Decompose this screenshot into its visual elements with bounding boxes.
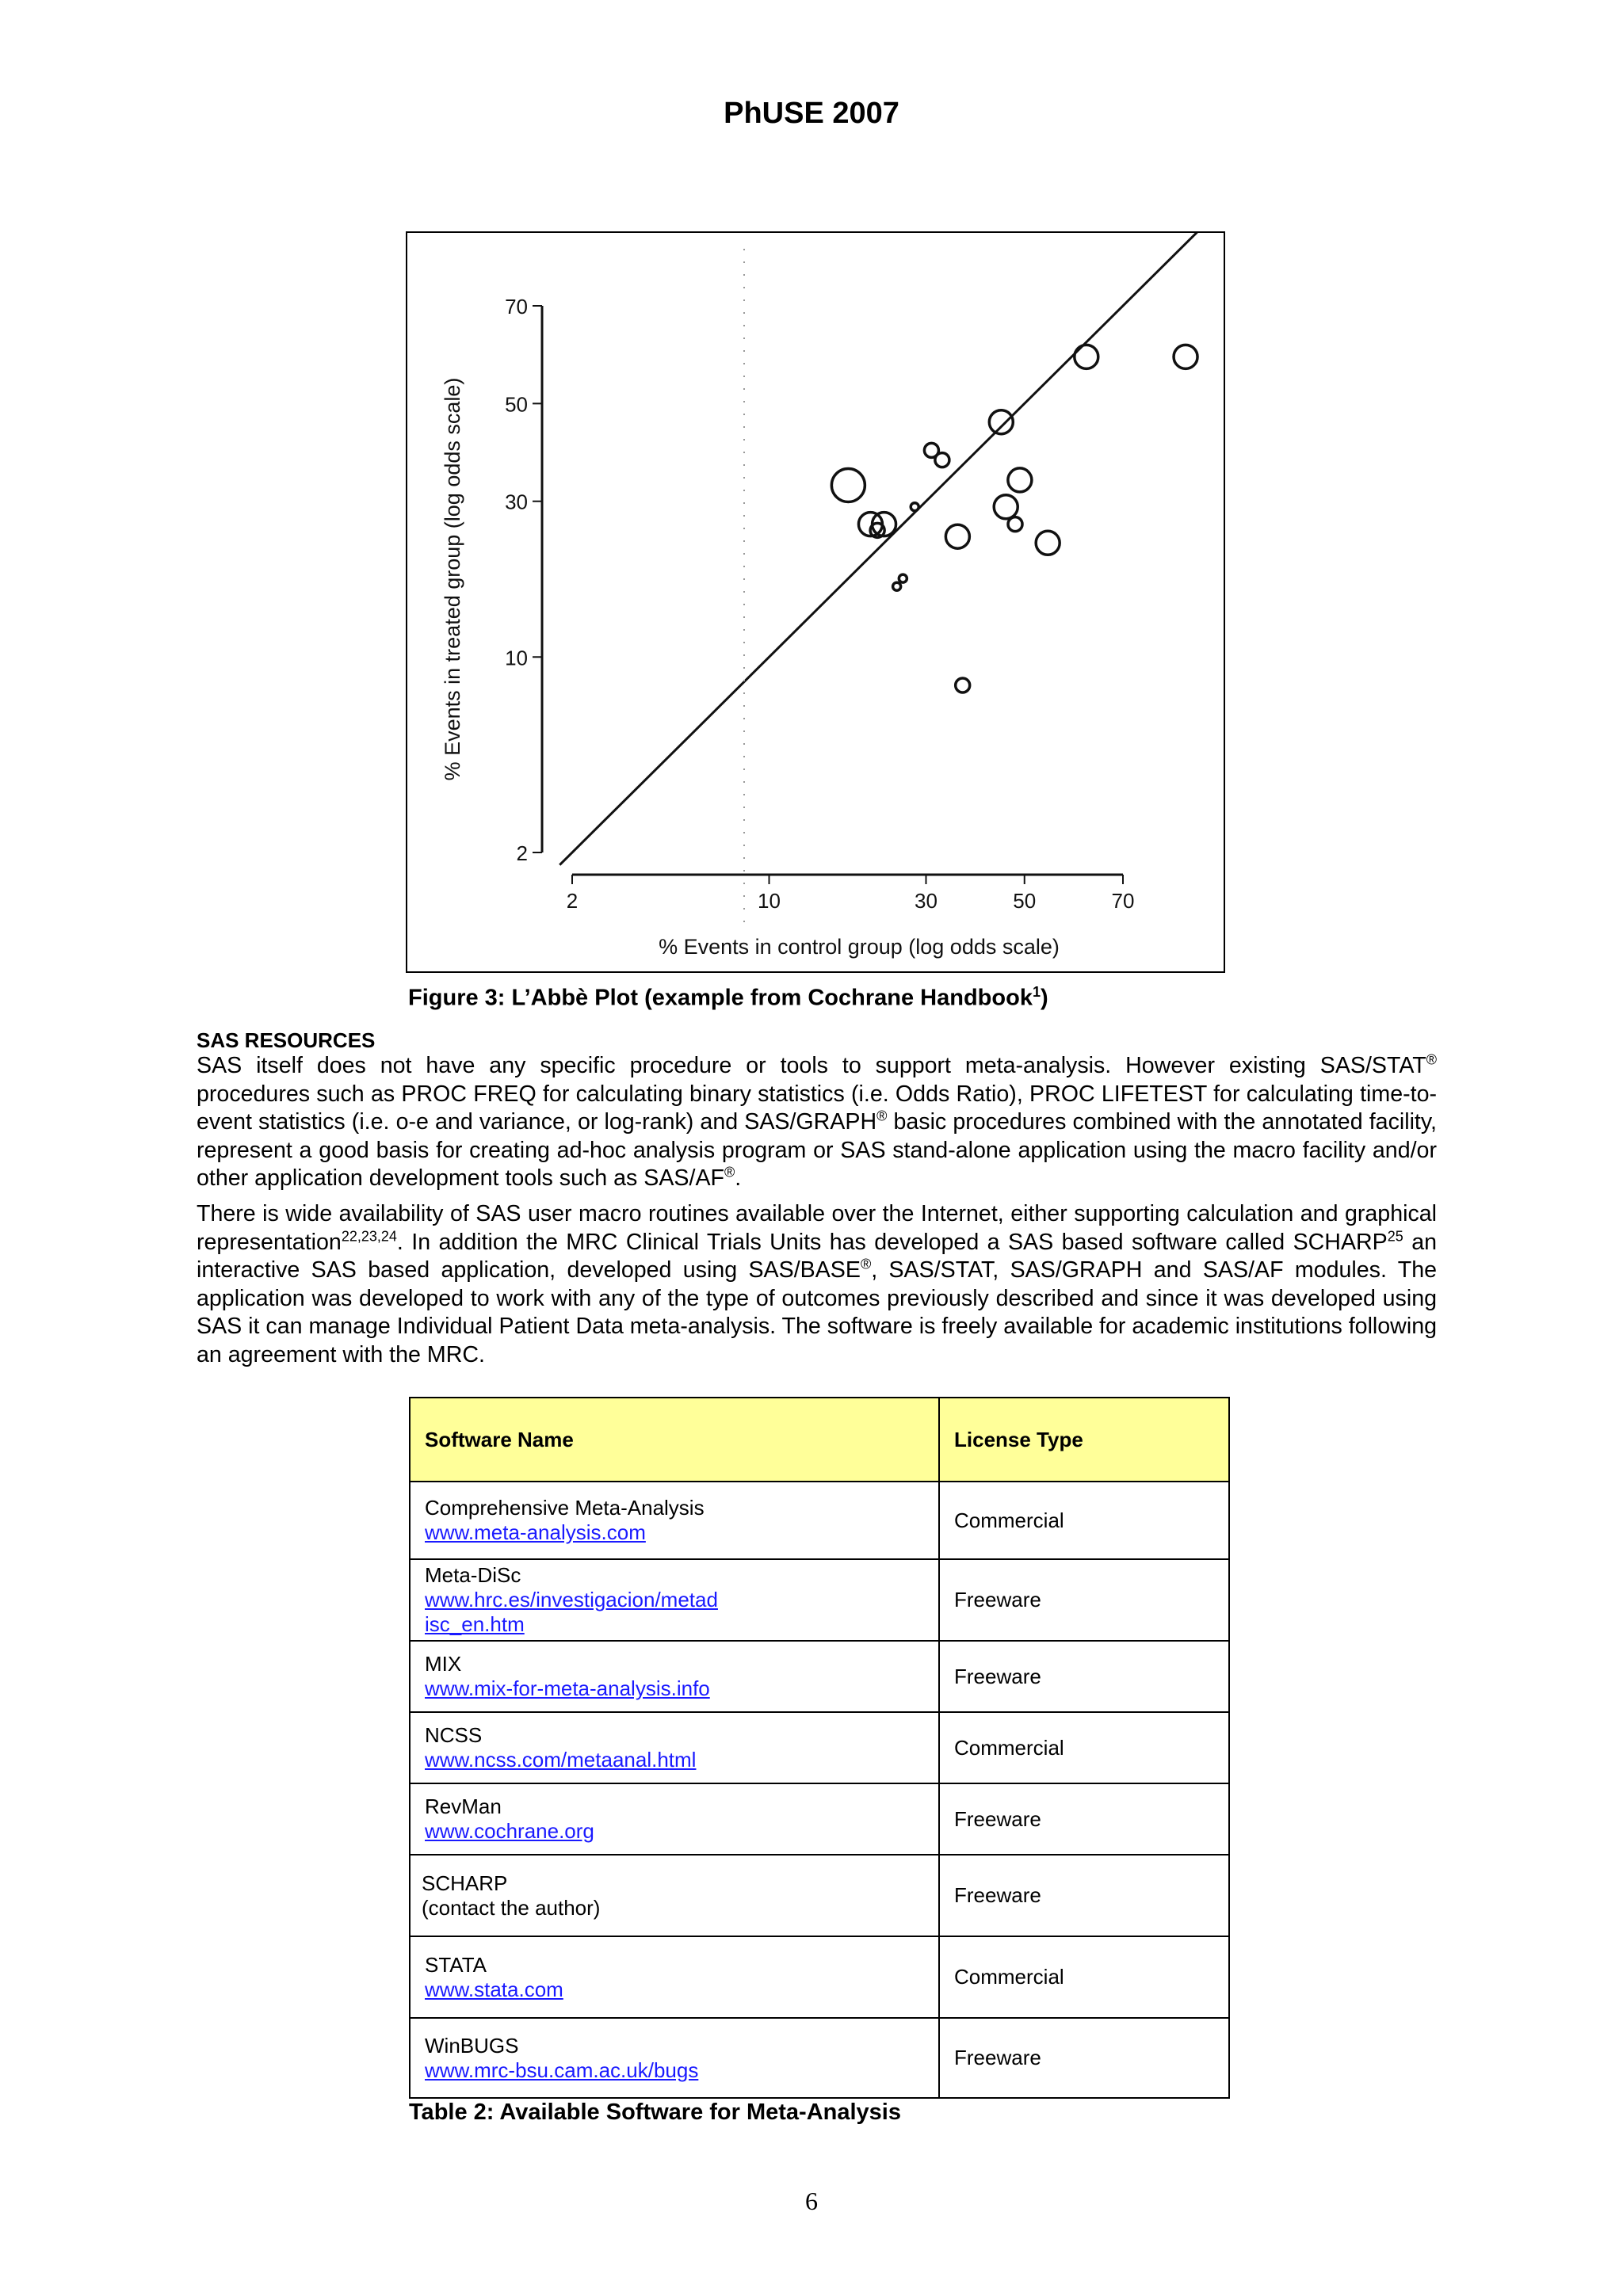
x-tick-label: 30 [915, 889, 938, 913]
study-point [1008, 517, 1022, 532]
paragraph-sas-macros [197, 1200, 1437, 1370]
figure-caption-text: Figure 3: L’Abbè Plot (example from Cochrane Handbook [408, 985, 1033, 1011]
x-axis-title: % Events in control group (log odds scale) [659, 935, 1060, 959]
license-type: Commercial [939, 1936, 1229, 2018]
software-url-link[interactable] [425, 1588, 924, 1637]
study-point [945, 524, 969, 548]
software-name: STATA [425, 1952, 487, 1977]
software-name: RevMan [425, 1794, 502, 1818]
study-point [956, 678, 970, 692]
header-license-type: License Type [939, 1398, 1229, 1482]
citation-ref: 25 [1387, 1228, 1403, 1245]
study-point [899, 574, 907, 582]
software-name-cell [410, 1783, 939, 1855]
x-tick-label: 10 [758, 889, 781, 913]
license-type: Freeware [939, 1641, 1229, 1712]
y-tick-label: 10 [505, 646, 528, 670]
y-tick-label: 70 [505, 295, 528, 318]
table-caption: Table 2: Available Software for Meta-Analysis [409, 2100, 901, 2125]
p2-text-4: , SAS/STAT, SAS/GRAPH and SAS/AF modules. The application was developed to work with any of the type of outcomes previously described and since it was developed using SAS it can manage Individual Patient Data meta-analysis. The software is freely available for academic institutions following an agreement with the MRC. [197, 1257, 1437, 1367]
study-point [831, 468, 865, 502]
license-type: Freeware [939, 1559, 1229, 1641]
y-tick-label: 30 [505, 490, 528, 514]
table-row [410, 1482, 1229, 1559]
page-header: PhUSE 2007 [724, 97, 899, 130]
software-url-part[interactable]: isc_en.htm [425, 1612, 525, 1636]
section-title: SAS RESOURCES [197, 1028, 376, 1052]
software-name-cell [410, 1855, 939, 1936]
software-url-link[interactable]: www.mrc-bsu.cam.ac.uk/bugs [425, 2058, 699, 2082]
license-type: Commercial [939, 1482, 1229, 1559]
registered-mark: ® [724, 1164, 735, 1180]
p1-text-3: basic procedures combined with the annotated facility, represent a good basis for creating ad-hoc analysis program or SAS stand-alone application using the macro facility and/or other application development tools such as SAS/AF [197, 1109, 1437, 1192]
software-name: Comprehensive Meta-Analysis [425, 1496, 705, 1520]
table-row [410, 1712, 1229, 1783]
table-row [410, 2018, 1229, 2098]
p2-text-1: There is wide availability of SAS user macro routines available over the Internet, either supporting calculation and graphical representation [197, 1201, 1437, 1255]
software-url-link[interactable]: www.meta-analysis.com [425, 1520, 646, 1544]
table-row [410, 1559, 1229, 1641]
software-name: WinBUGS [425, 2033, 519, 2058]
software-url-link[interactable]: www.ncss.com/metaanal.html [425, 1748, 697, 1772]
software-url-link[interactable]: www.cochrane.org [425, 1819, 594, 1843]
software-name-cell [410, 1712, 939, 1783]
software-name: NCSS [425, 1723, 483, 1747]
labbe-plot-figure [406, 231, 1225, 973]
study-point [1036, 531, 1060, 555]
software-table [409, 1397, 1230, 2099]
paragraph-sas-procedures [197, 1052, 1437, 1193]
figure-caption-ref: 1 [1032, 984, 1041, 1000]
license-type: Commercial [939, 1712, 1229, 1783]
registered-mark: ® [860, 1256, 872, 1272]
software-url-link[interactable]: www.mix-for-meta-analysis.info [425, 1676, 710, 1700]
study-point [893, 582, 901, 590]
figure-caption-close: ) [1040, 985, 1048, 1011]
study-point [1075, 345, 1098, 368]
license-type: Freeware [939, 1783, 1229, 1855]
table-header-row [410, 1398, 1229, 1482]
software-name-cell [410, 1559, 939, 1641]
software-name: Meta-DiSc [425, 1563, 521, 1587]
study-point [989, 410, 1013, 434]
y-axis-title: % Events in treated group (log odds scale) [441, 377, 464, 781]
software-url-link[interactable]: www.stata.com [425, 1977, 563, 2001]
table-row [410, 1641, 1229, 1712]
software-name-cell [410, 2018, 939, 2098]
software-url-part[interactable]: www.hrc.es/investigacion/metad [425, 1588, 718, 1611]
study-point [911, 503, 918, 511]
license-type: Freeware [939, 1855, 1229, 1936]
figure-caption [408, 984, 1048, 1012]
p2-text-2: . In addition the MRC Clinical Trials Units has developed a SAS based software called SCHARP [396, 1229, 1388, 1255]
table-row [410, 1855, 1229, 1936]
y-tick-label: 50 [505, 392, 528, 417]
software-name: MIX [425, 1652, 462, 1676]
table-row [410, 1783, 1229, 1855]
p2-text-3: an interactive SAS based application, developed using SAS/BASE [197, 1229, 1438, 1283]
registered-mark: ® [1426, 1051, 1437, 1068]
study-point [935, 453, 949, 467]
page-number: 6 [805, 2187, 818, 2215]
study-point [994, 495, 1018, 519]
x-tick-label: 70 [1111, 889, 1135, 913]
header-software-name: Software Name [410, 1398, 939, 1482]
software-name-cell [410, 1936, 939, 2018]
x-tick-label: 50 [1013, 889, 1037, 913]
p1-text-1: SAS itself does not have any specific procedure or tools to support meta-analysis. However existing SAS/STAT [197, 1053, 1426, 1078]
software-note: (contact the author) [422, 1895, 601, 1920]
license-type: Freeware [939, 2018, 1229, 2098]
registered-mark: ® [876, 1108, 888, 1124]
p1-text-2: procedures such as PROC FREQ for calculating binary statistics (i.e. Odds Ratio), PROC LIFETEST for calculating time-to-event statistics (i.e. o-e and variance, or log-rank) and SAS/GRAPH [197, 1081, 1437, 1135]
x-tick-label: 2 [566, 889, 579, 913]
y-tick-label: 2 [516, 841, 528, 865]
study-point [1174, 345, 1197, 368]
table-row [410, 1936, 1229, 2018]
p1-text-4: . [735, 1165, 742, 1192]
software-name-cell [410, 1482, 939, 1559]
labbe-plot-chart [407, 233, 1224, 971]
study-point [1008, 468, 1032, 492]
software-name: SCHARP [422, 1871, 508, 1895]
citation-refs: 22,23,24 [341, 1228, 397, 1245]
software-name-cell [410, 1641, 939, 1712]
equality-line [559, 233, 1224, 865]
